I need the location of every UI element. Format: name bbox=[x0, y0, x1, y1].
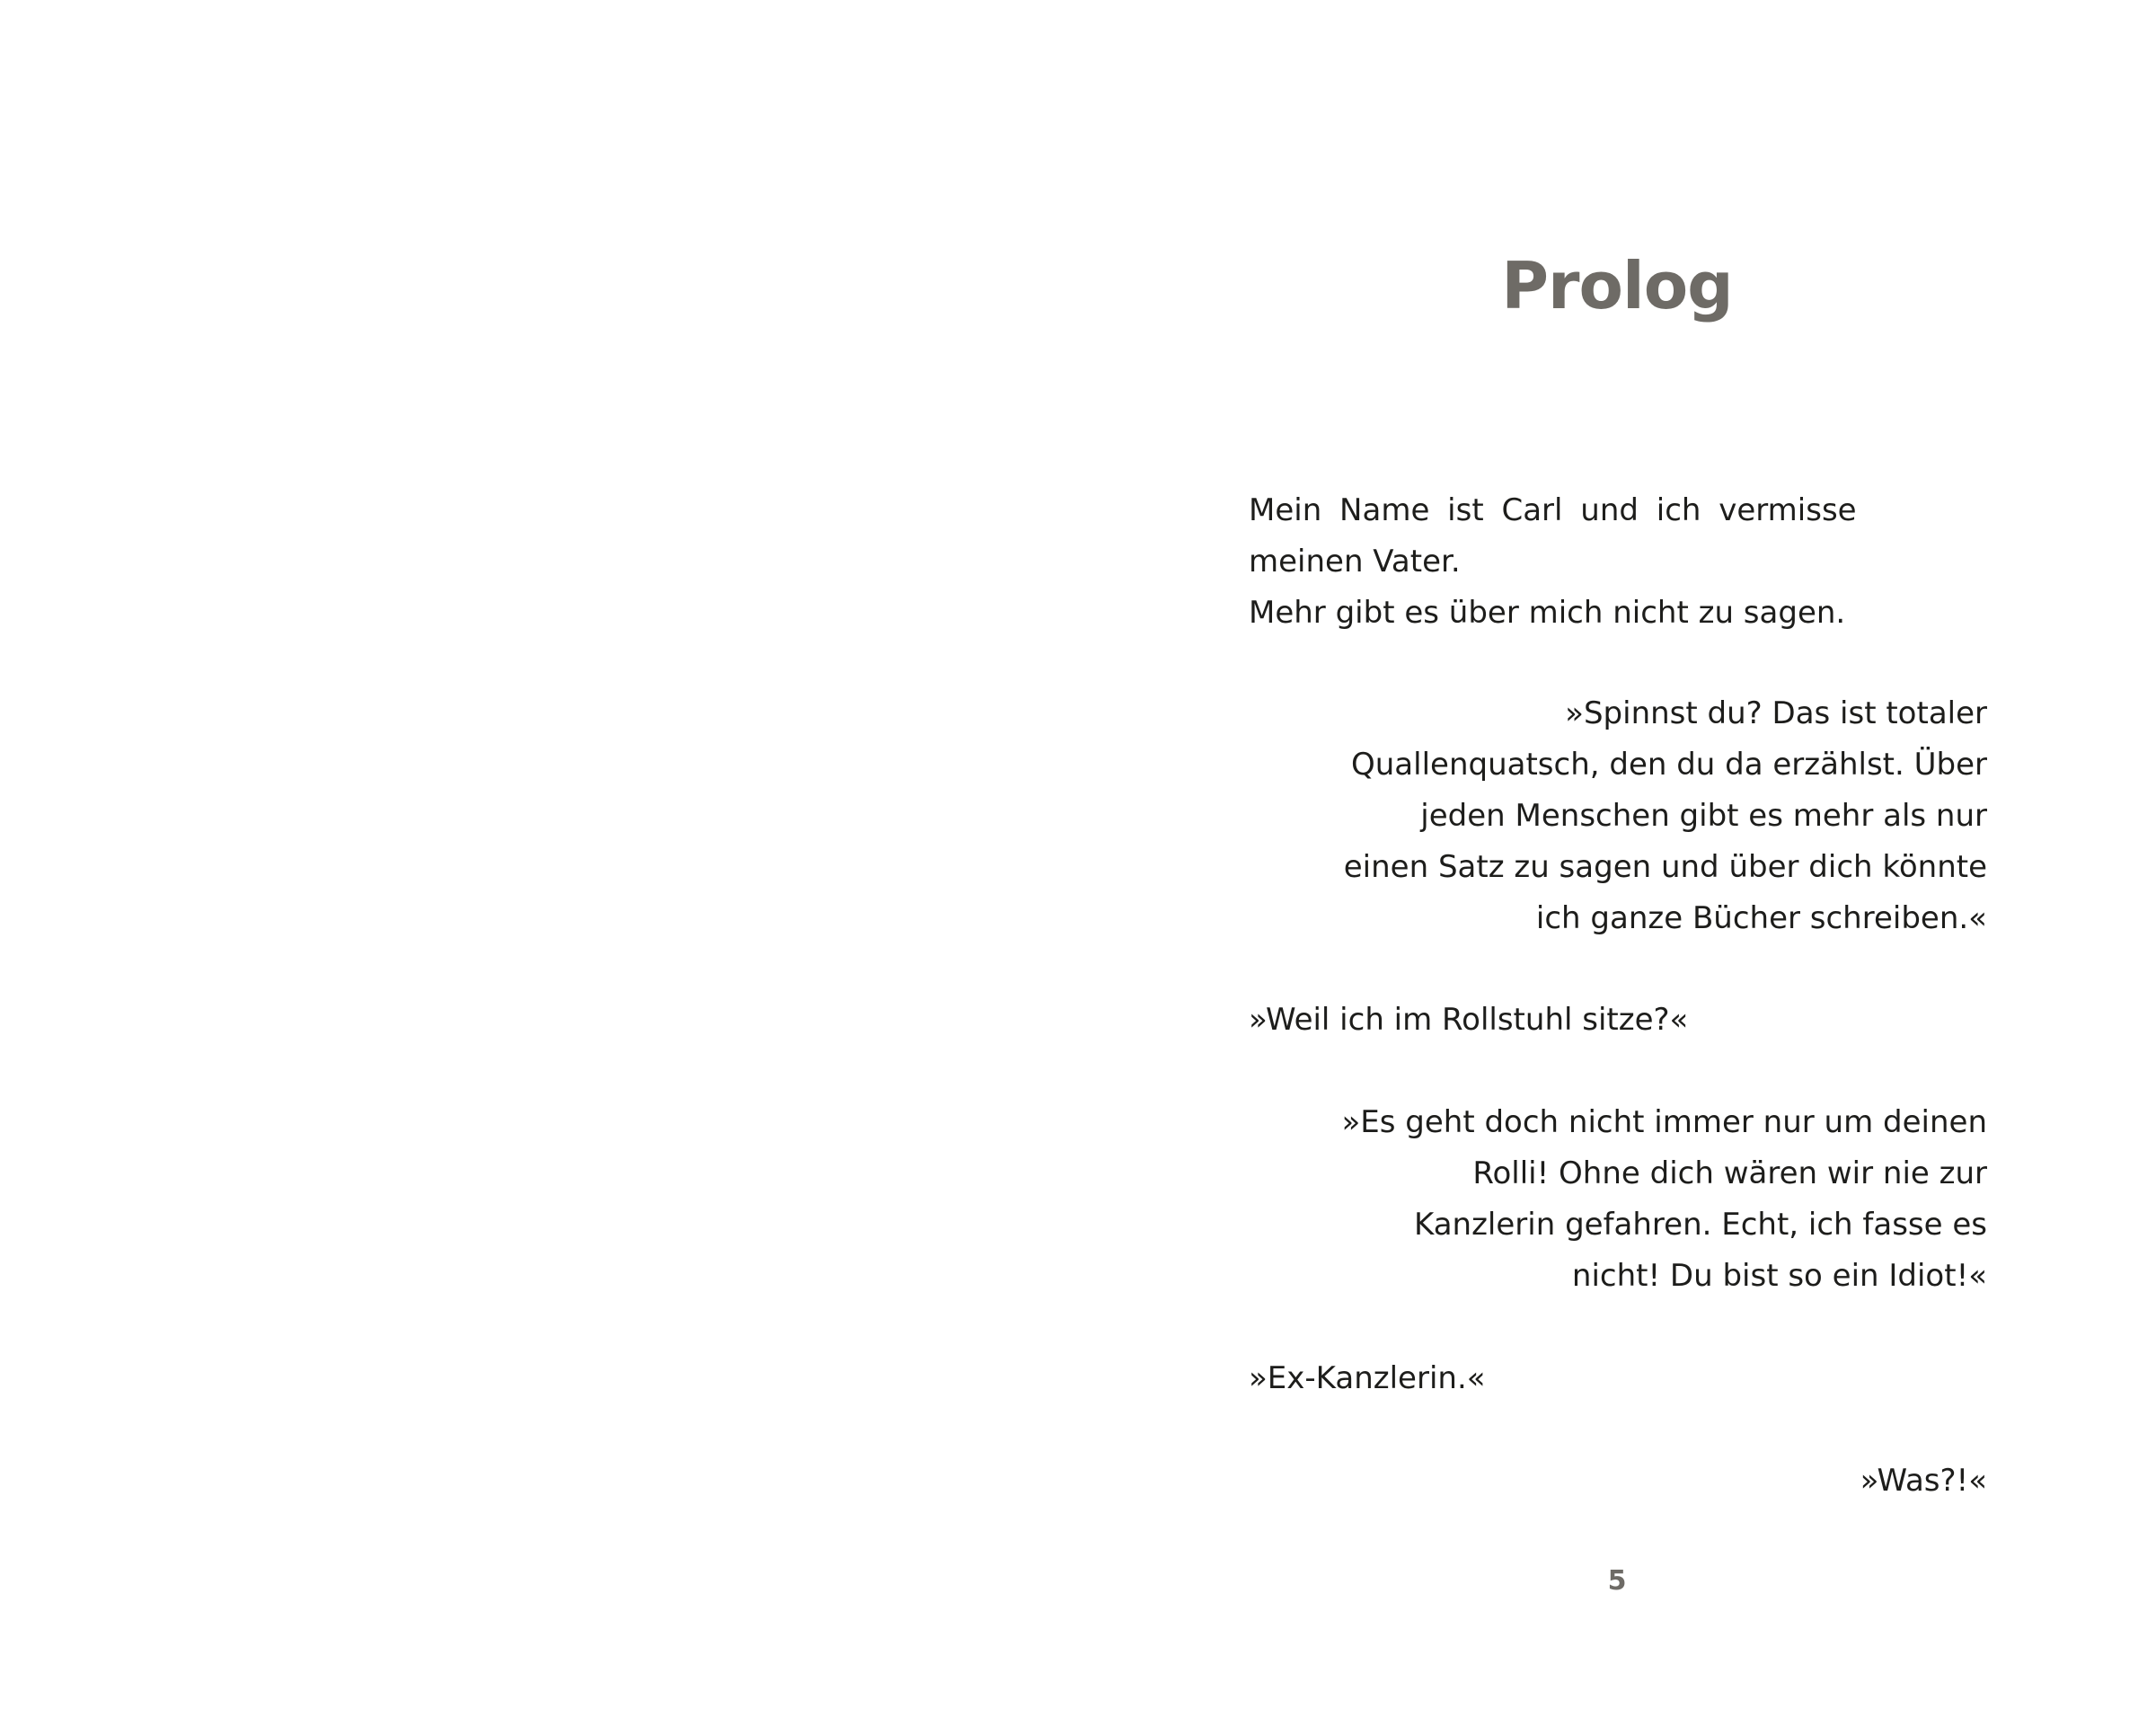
paragraph-line: Mehr gibt es über mich nicht zu sagen. bbox=[1249, 595, 1846, 631]
paragraph-line: meinen Vater. bbox=[1249, 544, 1461, 580]
page-number: 5 bbox=[1607, 1565, 1627, 1597]
dialogue-line: »Was?!« bbox=[1860, 1463, 1987, 1499]
dialogue-exclamation bbox=[1249, 1456, 1987, 1507]
paragraph-intro bbox=[1249, 485, 1987, 639]
dialogue-reply-2 bbox=[1249, 1097, 1987, 1302]
dialogue-question bbox=[1249, 995, 1987, 1046]
paragraph-line: Mein Name ist Carl und ich vermisse bbox=[1249, 492, 1857, 528]
dialogue-line: Quallenquatsch, den du da erzählst. Über bbox=[1351, 747, 1987, 783]
dialogue-line: Rolli! Ohne dich wären wir nie zur bbox=[1472, 1155, 1987, 1191]
dialogue-line: »Weil ich im Rollstuhl sitze?« bbox=[1249, 1002, 1689, 1038]
dialogue-correction bbox=[1249, 1353, 1987, 1404]
dialogue-line: »Es geht doch nicht immer nur um deinen bbox=[1341, 1104, 1987, 1140]
chapter-title: Prolog bbox=[1501, 248, 1733, 323]
dialogue-reply-1 bbox=[1249, 688, 1987, 944]
dialogue-line: jeden Menschen gibt es mehr als nur bbox=[1420, 798, 1987, 834]
dialogue-line: »Ex-Kanzlerin.« bbox=[1249, 1360, 1486, 1396]
dialogue-line: nicht! Du bist so ein Idiot!« bbox=[1571, 1258, 1987, 1294]
dialogue-line: »Spinnst du? Das ist totaler bbox=[1565, 695, 1987, 731]
dialogue-line: einen Satz zu sagen und über dich könnte bbox=[1343, 849, 1987, 885]
dialogue-line: Kanzlerin gefahren. Echt, ich fasse es bbox=[1414, 1207, 1987, 1243]
dialogue-line: ich ganze Bücher schreiben.« bbox=[1535, 900, 1987, 936]
